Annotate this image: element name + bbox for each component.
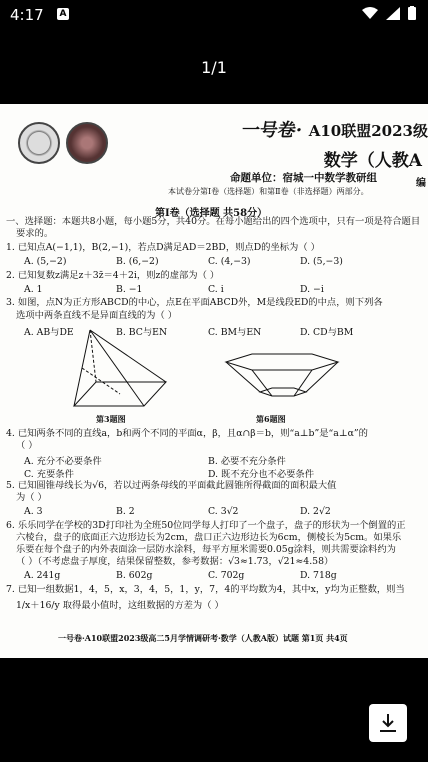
question-6-b: 六棱台，盘子的底面正六边形边长为2cm，盘口正六边形边长为6cm，侧棱长为5cm。如果乐 (16, 532, 402, 543)
figure-3-caption: 第3题图 (96, 414, 126, 424)
question-6-d: （ ）（不考虑盘子厚度，结果保留整数，参考数据：√3≈1.73，√21≈4.58） (16, 556, 334, 567)
seal-logo-icon (66, 122, 108, 164)
question-5: 5. 已知圆锥母线长为√6，若以过两条母线的平面截此圆锥所得截面的面积最大值 (6, 480, 337, 491)
doc-brand: 一号卷· (240, 120, 305, 141)
option: A. 3 (24, 506, 43, 517)
option: A. 充分不必要条件 (24, 456, 102, 467)
option: C. 充要条件 (24, 469, 74, 480)
option: A. 241g (24, 570, 61, 581)
option: D. 2√2 (300, 506, 331, 517)
question-4-options (24, 453, 392, 467)
doc-title: A10联盟2023级 (308, 122, 428, 140)
download-button[interactable] (369, 704, 407, 742)
question-6-c: 乐要在每个盘子的内外表面涂一层防水涂料，每平方厘米需要0.05g涂料，则共需要涂料约为 (16, 544, 396, 555)
question-1-options (24, 256, 392, 267)
option: B. BC与EN (116, 327, 168, 338)
option: A. AB与DE (24, 327, 74, 338)
option: A. (5,−2) (24, 256, 67, 267)
status-bar (0, 0, 428, 30)
question-4: 4. 已知两条不同的直线a，b和两个不同的平面α，β，且α∩β＝b，则“a⊥b”是“a⊥α”的 (6, 428, 368, 439)
question-2: 2. 已知复数z满足z＋3z̄＝4＋2i，则z的虚部为（ ） (6, 270, 220, 281)
option: D. (5,−3) (300, 256, 343, 267)
question-5-b: 为（ ） (16, 492, 47, 503)
status-icons (362, 6, 416, 20)
doc-footer: 一号卷·A10联盟2023级高二5月学情调研考·数学（人教A版）试题 第1页 共4页 (58, 633, 348, 643)
doc-unit: 命题单位：宿城一中数学教研组 (230, 172, 377, 184)
app-notification-icon: A (57, 8, 69, 20)
section-intro-2: 要求的。 (16, 228, 54, 239)
doc-header (242, 116, 428, 142)
option: B. 必要不充分条件 (208, 456, 286, 467)
option: C. 3√2 (208, 506, 239, 517)
figure-6-caption: 第6题图 (256, 414, 286, 424)
question-4-options-2 (24, 466, 392, 480)
option: D. 既不充分也不必要条件 (208, 469, 315, 480)
question-5-options (24, 506, 392, 517)
option: D. −i (300, 284, 324, 295)
option: B. 602g (116, 570, 153, 581)
option: C. BM与EN (208, 327, 262, 338)
document-image[interactable] (0, 104, 428, 658)
option: D. 718g (300, 570, 337, 581)
question-1: 1. 已知点A(−1,1)，B(2,−1)，若点D满足AD＝2BD，则点D的坐标为（ ） (6, 242, 320, 253)
question-6: 6. 乐乐同学在学校的3D打印社为全班50位同学每人打印了一个盘子，盘子的形状为一个倒置的正 (6, 520, 406, 531)
question-4-b: （ ） (16, 440, 38, 451)
wifi-icon (362, 7, 378, 20)
question-3: 3. 如图，点N为正方形ABCD的中心，点E在平面ABCD外，M是线段ED的中点，则下列各 (6, 297, 383, 308)
option: D. CD与BM (300, 327, 354, 338)
option: B. 2 (116, 506, 135, 517)
signal-icon (386, 7, 400, 20)
question-2-options (24, 284, 392, 295)
figure-3-pyramid (60, 328, 180, 412)
option: C. (4,−3) (208, 256, 251, 267)
battery-icon (408, 6, 416, 20)
doc-subject: 数学（人教A (323, 151, 422, 171)
download-icon (378, 712, 398, 734)
status-time: 4:17 (10, 6, 44, 24)
page-counter: 1/1 (201, 58, 227, 77)
option: B. (6,−2) (116, 256, 159, 267)
option: A. 1 (24, 284, 43, 295)
question-6-options (24, 570, 392, 581)
section-title: 第Ⅰ卷（选择题 共58分） (155, 208, 268, 219)
option: C. i (208, 284, 224, 295)
school-logo-icon (18, 122, 60, 164)
option: B. −1 (116, 284, 143, 295)
figure-6-plate (222, 352, 342, 400)
question-7-b: 1/x＋16/y 取得最小值时，这组数据的方差为（ ） (16, 600, 224, 611)
question-3-b: 选项中两条直线不是异面直线的为（ ） (16, 310, 178, 321)
option: C. 702g (208, 570, 245, 581)
section-intro: 一、选择题：本题共8小题，每小题5分，共40分。在每小题给出的四个选项中，只有一项是符合题目 (6, 216, 421, 227)
doc-note: 本试卷分第Ⅰ卷（选择题）和第Ⅱ卷（非选择题）两部分。 (168, 187, 369, 196)
doc-side-edit: 编 (416, 178, 426, 189)
question-7: 7. 已知一组数据1，4，5，x，3，4，5，1，y，7，4的平均数为4，其中x，y均为正整数，则当 (6, 584, 405, 595)
